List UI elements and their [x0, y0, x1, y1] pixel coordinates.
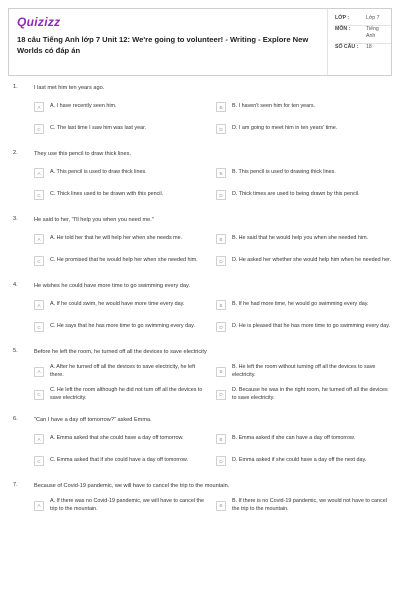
question-list — [0, 84, 400, 527]
option-letter: A — [34, 234, 44, 244]
option-letter: C — [34, 124, 44, 134]
question-2 — [0, 150, 400, 202]
option-a[interactable] — [34, 298, 210, 312]
option-grid — [34, 498, 390, 513]
option-grid — [34, 298, 390, 334]
meta-key: LỚP : — [335, 15, 350, 21]
option-letter: B — [216, 168, 226, 178]
option-c[interactable] — [34, 254, 210, 268]
option-text: A. Emma asked that she could have a day off tomorrow. — [50, 435, 184, 442]
option-a[interactable] — [34, 364, 210, 379]
option-c[interactable] — [34, 122, 210, 136]
option-grid — [34, 364, 390, 402]
option-text: D. Emma asked if she could have a day off the next day. — [232, 457, 367, 464]
option-letter: A — [34, 102, 44, 112]
meta-key: SỐ CÂU : — [335, 44, 359, 50]
question-number: 6. — [13, 416, 18, 422]
quizizz-logo: Quizizz — [17, 15, 61, 29]
option-b[interactable] — [216, 166, 392, 180]
question-number: 1. — [13, 84, 18, 90]
option-d[interactable] — [216, 188, 392, 202]
option-a[interactable] — [34, 100, 210, 114]
option-text: C. The last time I saw him was last year. — [50, 125, 147, 132]
option-letter: A — [34, 300, 44, 310]
option-text: B. Emma asked if she can have a day off tomorrow. — [232, 435, 356, 442]
option-letter: C — [34, 390, 44, 400]
question-7 — [0, 482, 400, 513]
option-letter: A — [34, 434, 44, 444]
question-text: Before he left the room, he turned off all the devices to save electricity — [34, 349, 207, 355]
question-number: 4. — [13, 282, 18, 288]
option-letter: A — [34, 367, 44, 377]
option-letter: D — [216, 190, 226, 200]
question-1 — [0, 84, 400, 136]
option-grid — [34, 432, 390, 468]
option-text: D. I am going to meet him in ten years' time. — [232, 125, 338, 132]
option-text: D. He is pleased that he has more time to go swimming every day. — [232, 323, 391, 330]
question-text: Because of Covid-19 pandemic, we will have to cancel the trip to the mountain. — [34, 483, 230, 489]
question-text: He wishes he could have more time to go swimming every day. — [34, 283, 190, 289]
question-5 — [0, 348, 400, 402]
option-a[interactable] — [34, 232, 210, 246]
question-number: 7. — [13, 482, 18, 488]
worksheet-header — [8, 8, 392, 76]
question-3 — [0, 216, 400, 268]
meta-row-count — [335, 44, 391, 51]
meta-row-subject — [335, 26, 391, 40]
option-letter: C — [34, 456, 44, 466]
option-letter: A — [34, 168, 44, 178]
option-text: B. This pencil is used to drawing thick lines. — [232, 169, 336, 176]
option-c[interactable] — [34, 387, 210, 402]
option-text: B. He said that he would help you when she needed him. — [232, 235, 369, 242]
option-text: C. Emma asked that if she could have a day off tomorrow. — [50, 457, 189, 464]
option-d[interactable] — [216, 387, 392, 402]
question-text: They use this pencil to draw thick lines. — [34, 151, 132, 157]
question-number: 5. — [13, 348, 18, 354]
option-d[interactable] — [216, 320, 392, 334]
option-c[interactable] — [34, 320, 210, 334]
worksheet-title: 18 câu Tiếng Anh lớp 7 Unit 12: We're going to volunteer! - Writing - Explore New Worlds có đáp án — [17, 35, 309, 55]
option-a[interactable] — [34, 498, 210, 513]
option-grid — [34, 100, 390, 136]
option-text: A. I have recently seen him. — [50, 103, 117, 110]
option-b[interactable] — [216, 232, 392, 246]
meta-key: MÔN : — [335, 26, 351, 32]
option-letter: D — [216, 322, 226, 332]
option-text: A. He told her that he will help her when she needs me. — [50, 235, 183, 242]
question-text: He said to her, "I'll help you when you need me." — [34, 217, 154, 223]
option-letter: A — [34, 501, 44, 511]
option-b[interactable] — [216, 298, 392, 312]
option-c[interactable] — [34, 454, 210, 468]
option-text: D. Because he was in the right room, he turned off all the devices to save electricity. — [232, 387, 388, 401]
meta-value: 18 — [366, 44, 372, 50]
meta-value: Tiếng Anh — [366, 26, 379, 39]
question-6 — [0, 416, 400, 468]
option-d[interactable] — [216, 122, 392, 136]
option-letter: D — [216, 256, 226, 266]
option-letter: B — [216, 367, 226, 377]
worksheet-meta — [335, 15, 391, 51]
option-b[interactable] — [216, 498, 392, 513]
option-grid — [34, 232, 390, 268]
option-c[interactable] — [34, 188, 210, 202]
option-text: C. He says that he has more time to go swimming every day. — [50, 323, 195, 330]
question-number: 2. — [13, 150, 18, 156]
option-text: A. If he could swim, he would have more time every day. — [50, 301, 185, 308]
option-letter: C — [34, 322, 44, 332]
option-letter: C — [34, 190, 44, 200]
question-text: I last met him ten years ago. — [34, 85, 105, 91]
meta-value: Lớp 7 — [366, 15, 380, 21]
option-letter: D — [216, 390, 226, 400]
option-letter: B — [216, 501, 226, 511]
option-letter: B — [216, 434, 226, 444]
option-a[interactable] — [34, 166, 210, 180]
option-text: C. He left the room although he did not turn off all the devices to save electricity. — [50, 387, 203, 401]
option-text: B. I haven't seen him for ten years. — [232, 103, 316, 110]
meta-divider — [327, 9, 328, 75]
option-letter: C — [34, 256, 44, 266]
option-letter: B — [216, 234, 226, 244]
option-letter: B — [216, 102, 226, 112]
option-letter: D — [216, 124, 226, 134]
option-text: C. Thick lines used to be drawn with this pencil. — [50, 191, 164, 198]
option-d[interactable] — [216, 454, 392, 468]
option-b[interactable] — [216, 100, 392, 114]
option-grid — [34, 166, 390, 202]
question-number: 3. — [13, 216, 18, 222]
option-text: A. After he turned off all the devices to save electricity, he left there. — [50, 364, 196, 378]
option-b[interactable] — [216, 432, 392, 446]
option-d[interactable] — [216, 254, 392, 268]
option-text: A. This pencil is used to draw thick lines. — [50, 169, 147, 176]
option-text: B. He left the room without turning off all the devices to save electricity. — [232, 364, 376, 378]
option-a[interactable] — [34, 432, 210, 446]
option-text: B. If he had more time, he would go swimming every day. — [232, 301, 369, 308]
option-text: A. If there was no Covid-19 pandemic, we will have to cancel the trip to the mountain. — [50, 498, 205, 512]
meta-row-grade — [335, 15, 391, 22]
option-letter: D — [216, 456, 226, 466]
question-text: "Can I have a day off tomorrow?" asked Emma. — [34, 417, 152, 423]
question-4 — [0, 282, 400, 334]
option-text: D. He asked her whether she would help him when he needed her. — [232, 257, 392, 264]
option-text: D. Thick times are used to being drawn by this pencil. — [232, 191, 360, 198]
option-letter: B — [216, 300, 226, 310]
option-b[interactable] — [216, 364, 392, 379]
option-text: C. He promised that he would help her when she needed him. — [50, 257, 198, 264]
option-text: B. If there is no Covid-19 pandemic, we would not have to cancel the trip to the mountain. — [232, 498, 387, 512]
